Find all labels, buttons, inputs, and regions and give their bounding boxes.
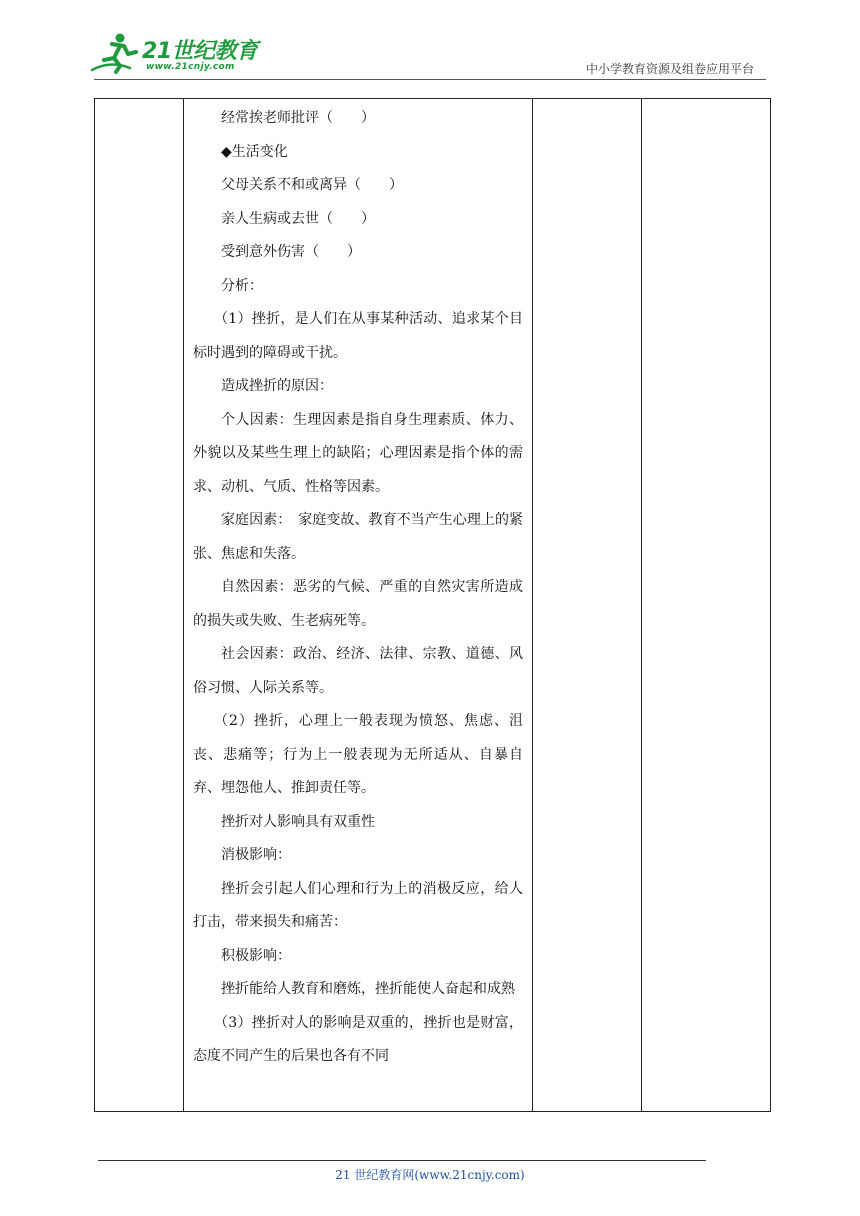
- table-cell-4: [642, 99, 771, 1112]
- footer-link[interactable]: 21 世纪教育网(www.21cnjy.com): [335, 1168, 525, 1182]
- footer-divider: [98, 1160, 706, 1161]
- table-row: [95, 99, 771, 1112]
- content-line: 自然因素：恶劣的气候、严重的自然灾害所造成的损失或失败、生老病死等。: [193, 579, 523, 629]
- table-cell-1: [95, 99, 184, 1112]
- content-line: 社会因素：政治、经济、法律、宗教、道德、风俗习惯、人际关系等。: [193, 646, 523, 696]
- site-logo[interactable]: [90, 30, 260, 78]
- content-line: （3）挫折对人的影响是双重的，挫折也是财富，态度不同产生的后果也各有不同: [193, 1014, 523, 1064]
- lesson-table: [94, 98, 771, 1112]
- platform-title: 中小学教育资源及组卷应用平台: [585, 62, 754, 76]
- content-line: 经常挨老师批评（ ）: [221, 110, 375, 126]
- table-cell-content: [184, 99, 533, 1112]
- content-line: 分析：: [221, 277, 263, 294]
- content-line: 挫折会引起人们心理和行为上的消极反应，给人打击，带来损失和痛苦：: [193, 880, 523, 930]
- content-line: 家庭因素： 家庭变故、教育不当产生心理上的紧张、焦虑和失落。: [193, 512, 523, 562]
- content-line: 亲人生病或去世（ ）: [221, 210, 375, 227]
- content-line: （1）挫折，是人们在从事某种活动、追求某个目标时遇到的障碍或干扰。: [193, 311, 523, 361]
- content-line: 挫折能给人教育和磨炼，挫折能使人奋起和成熟: [221, 981, 515, 997]
- content-line: 挫折对人影响具有双重性: [221, 813, 375, 830]
- content-line: （2）挫折，心理上一般表现为愤怒、焦虑、沮丧、悲痛等；行为上一般表现为无所适从、自暴自弃、埋怨他人、推卸责任等。: [193, 713, 523, 796]
- content-line: 父母关系不和或离异（ ）: [221, 177, 403, 193]
- content-body: [184, 99, 532, 1074]
- runner-icon: [90, 30, 146, 76]
- content-line: 个人因素：生理因素是指自身生理素质、体力、外貌以及某些生理上的缺陷；心理因素是指个体的需求、动机、气质、性格等因素。: [193, 411, 523, 495]
- header-divider: [94, 79, 766, 80]
- content-line: 消极影响：: [221, 847, 291, 863]
- logo-url: www.21cnjy.com: [146, 62, 235, 72]
- page-header: [0, 0, 860, 80]
- content-line: 造成挫折的原因：: [221, 378, 333, 394]
- content-line: 受到意外伤害（ ）: [221, 244, 361, 260]
- content-line: 积极影响：: [221, 947, 291, 964]
- logo-text: 21世纪教育: [142, 39, 258, 64]
- content-line: ◆生活变化: [221, 143, 288, 160]
- table-cell-3: [533, 99, 642, 1112]
